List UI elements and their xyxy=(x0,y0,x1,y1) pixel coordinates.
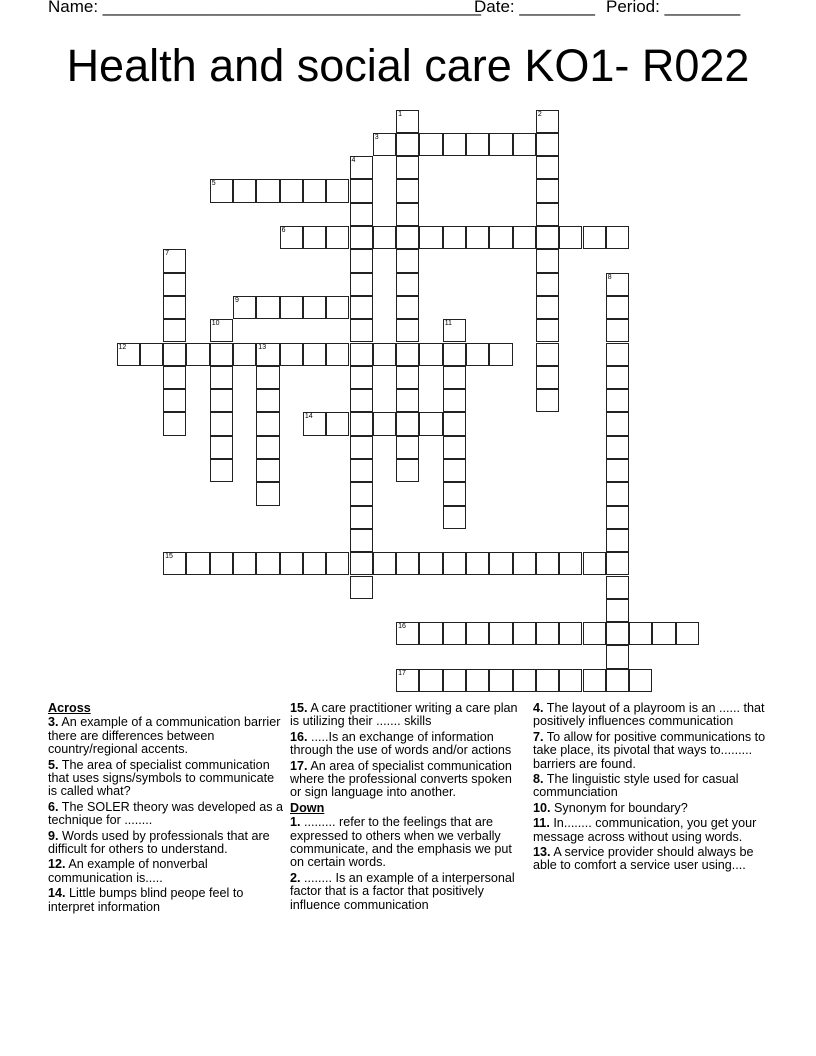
grid-cell[interactable] xyxy=(256,552,279,575)
grid-cell[interactable] xyxy=(443,366,466,389)
clue xyxy=(533,802,769,815)
grid-cell[interactable] xyxy=(350,203,373,226)
clue-number: 17. xyxy=(290,758,308,773)
grid-cell[interactable] xyxy=(396,133,419,156)
cell-number: 13 xyxy=(258,343,267,351)
grid-cell[interactable] xyxy=(606,412,629,435)
grid-cell[interactable] xyxy=(256,366,279,389)
grid-cell[interactable] xyxy=(489,133,512,156)
grid-cell[interactable] xyxy=(350,319,373,342)
grid-cell[interactable] xyxy=(466,226,489,249)
grid-cell[interactable] xyxy=(210,319,233,342)
clue xyxy=(533,846,769,873)
clue-text: The area of specialist communication that uses signs/symbols to communicate is called what? xyxy=(48,757,275,799)
grid-cell[interactable] xyxy=(233,179,256,202)
cell-number: 17 xyxy=(398,669,406,677)
grid-cell[interactable] xyxy=(210,412,233,435)
grid-cell[interactable] xyxy=(396,552,419,575)
grid-cell[interactable] xyxy=(536,226,559,249)
grid-cell[interactable] xyxy=(489,669,512,692)
grid-cell[interactable] xyxy=(606,645,629,668)
grid-cell[interactable] xyxy=(396,226,419,249)
grid-cell[interactable] xyxy=(559,552,582,575)
grid-cell[interactable] xyxy=(350,249,373,272)
clue-text: .....Is an exchange of information through the use of words and/or actions xyxy=(290,729,512,758)
grid-cell[interactable] xyxy=(373,412,396,435)
grid-cell[interactable] xyxy=(233,296,256,319)
cell-number: 12 xyxy=(118,343,127,351)
grid-cell[interactable] xyxy=(606,459,629,482)
grid-cell[interactable] xyxy=(606,482,629,505)
grid-cell[interactable] xyxy=(210,366,233,389)
cell-number: 14 xyxy=(304,413,313,421)
grid-cell[interactable] xyxy=(117,343,140,366)
grid-cell[interactable] xyxy=(513,669,536,692)
grid-cell[interactable] xyxy=(583,226,606,249)
grid-cell[interactable] xyxy=(350,389,373,412)
grid-cell[interactable] xyxy=(443,436,466,459)
grid-cell[interactable] xyxy=(466,669,489,692)
grid-cell[interactable] xyxy=(163,296,186,319)
grid-cell[interactable] xyxy=(256,389,279,412)
clue-text: A service provider should always be able to comfort a service user using.... xyxy=(533,845,754,873)
clue xyxy=(48,858,284,885)
grid-cell[interactable] xyxy=(210,179,233,202)
grid-cell[interactable] xyxy=(489,622,512,645)
grid-cell[interactable] xyxy=(233,343,256,366)
cell-number: 6 xyxy=(281,227,286,234)
grid-cell[interactable] xyxy=(396,622,419,645)
grid-cell[interactable] xyxy=(326,226,349,249)
grid-cell[interactable] xyxy=(419,669,442,692)
grid-cell[interactable] xyxy=(606,506,629,529)
clue xyxy=(290,872,526,912)
grid-cell[interactable] xyxy=(350,459,373,482)
grid-cell[interactable] xyxy=(350,412,373,435)
clue-text: An area of specialist communication where the professional converts spoken or sign language into another. xyxy=(290,758,512,800)
grid-cell[interactable] xyxy=(536,156,559,179)
grid-cell[interactable] xyxy=(350,179,373,202)
grid-cell[interactable] xyxy=(210,389,233,412)
clue-text: The linguistic style used for casual communciation xyxy=(533,772,739,800)
grid-cell[interactable] xyxy=(396,669,419,692)
clue-text: ......... refer to the feelings that are expressed to others when we verbally communicate, and the emphasis we put on certain words. xyxy=(290,815,512,870)
grid-cell[interactable] xyxy=(233,552,256,575)
grid-cell[interactable] xyxy=(443,482,466,505)
grid-cell[interactable] xyxy=(443,133,466,156)
grid-cell[interactable] xyxy=(396,249,419,272)
grid-cell[interactable] xyxy=(559,622,582,645)
grid-cell[interactable] xyxy=(350,273,373,296)
cell-number: 11 xyxy=(444,320,452,328)
grid-cell[interactable] xyxy=(559,226,582,249)
grid-cell[interactable] xyxy=(443,669,466,692)
grid-cell[interactable] xyxy=(373,133,396,156)
grid-cell[interactable] xyxy=(583,552,606,575)
grid-cell[interactable] xyxy=(443,459,466,482)
grid-cell[interactable] xyxy=(373,552,396,575)
clue-number: 4. xyxy=(533,701,544,715)
grid-cell[interactable] xyxy=(303,412,326,435)
grid-cell[interactable] xyxy=(256,296,279,319)
clue-text: The layout of a playroom is an ...... that positively influences communication xyxy=(533,701,765,729)
grid-cell[interactable] xyxy=(629,622,652,645)
grid-cell[interactable] xyxy=(559,669,582,692)
grid-cell[interactable] xyxy=(396,319,419,342)
across-heading: Across xyxy=(48,701,91,715)
clue-number: 1. xyxy=(290,815,301,830)
grid-cell[interactable] xyxy=(163,412,186,435)
clue-text: In........ communication, you get your message across without using words. xyxy=(533,816,757,844)
clue-number: 11. xyxy=(533,816,550,831)
cell-number: 8 xyxy=(607,273,612,281)
cell-number: 15 xyxy=(165,553,173,561)
grid-cell[interactable] xyxy=(443,319,466,342)
grid-cell[interactable] xyxy=(606,226,629,249)
grid-cell[interactable] xyxy=(536,669,559,692)
grid-cell[interactable] xyxy=(396,436,419,459)
grid-cell[interactable] xyxy=(186,343,209,366)
grid-cell[interactable] xyxy=(350,296,373,319)
grid-cell[interactable] xyxy=(163,319,186,342)
clue xyxy=(48,759,284,799)
grid-cell[interactable] xyxy=(443,552,466,575)
grid-cell[interactable] xyxy=(210,552,233,575)
cell-number: 16 xyxy=(398,623,406,631)
clue xyxy=(533,702,769,729)
grid-cell[interactable] xyxy=(396,366,419,389)
cell-number: 5 xyxy=(211,180,216,188)
grid-cell[interactable] xyxy=(350,436,373,459)
clue-number: 7. xyxy=(533,729,544,744)
grid-cell[interactable] xyxy=(606,622,629,645)
grid-cell[interactable] xyxy=(536,273,559,296)
grid-cell[interactable] xyxy=(256,459,279,482)
grid-cell[interactable] xyxy=(280,296,303,319)
date-field[interactable]: Date: ________ xyxy=(474,0,595,16)
grid-cell[interactable] xyxy=(350,576,373,599)
grid-cell[interactable] xyxy=(280,343,303,366)
clues-column-2 xyxy=(290,702,526,914)
clue-number: 2. xyxy=(290,870,301,885)
grid-cell[interactable] xyxy=(396,273,419,296)
grid-cell[interactable] xyxy=(350,482,373,505)
grid-cell[interactable] xyxy=(583,669,606,692)
clue xyxy=(48,830,284,857)
grid-cell[interactable] xyxy=(443,622,466,645)
grid-cell[interactable] xyxy=(489,343,512,366)
clue-number: 16. xyxy=(290,729,308,744)
grid-cell[interactable] xyxy=(536,249,559,272)
clue-number: 5. xyxy=(48,757,59,772)
clue xyxy=(290,702,526,729)
grid-cell[interactable] xyxy=(350,552,373,575)
grid-cell[interactable] xyxy=(536,389,559,412)
grid-cell[interactable] xyxy=(536,366,559,389)
cell-number: 2 xyxy=(537,110,542,118)
grid-cell[interactable] xyxy=(350,506,373,529)
grid-cell[interactable] xyxy=(443,343,466,366)
clue xyxy=(533,731,769,771)
grid-cell[interactable] xyxy=(326,343,349,366)
clue-number: 13. xyxy=(533,845,551,860)
grid-cell[interactable] xyxy=(350,156,373,179)
grid-cell[interactable] xyxy=(303,226,326,249)
clue-text: A care practitioner writing a care plan is utilizing their ....... skills xyxy=(290,701,518,729)
grid-cell[interactable] xyxy=(280,226,303,249)
grid-cell[interactable] xyxy=(396,412,419,435)
grid-cell[interactable] xyxy=(396,203,419,226)
clue-text: An example of nonverbal communication is..... xyxy=(48,857,208,885)
grid-cell[interactable] xyxy=(676,622,699,645)
clue-text: The SOLER theory was developed as a technique for ........ xyxy=(48,799,284,828)
grid-cell[interactable] xyxy=(256,412,279,435)
grid-cell[interactable] xyxy=(443,389,466,412)
grid-cell[interactable] xyxy=(326,296,349,319)
grid-cell[interactable] xyxy=(396,296,419,319)
grid-cell[interactable] xyxy=(163,343,186,366)
clue xyxy=(48,716,284,756)
clue-number: 10. xyxy=(533,800,551,815)
grid-cell[interactable] xyxy=(606,296,629,319)
grid-cell[interactable] xyxy=(443,506,466,529)
grid-cell[interactable] xyxy=(443,412,466,435)
cell-number: 4 xyxy=(351,157,356,165)
grid-cell[interactable] xyxy=(256,482,279,505)
clue xyxy=(290,816,526,870)
grid-cell[interactable] xyxy=(303,296,326,319)
clue-text: Synonym for boundary? xyxy=(554,800,688,815)
cell-number: 3 xyxy=(374,133,379,141)
clue-text: An example of a communication barrier there are differences between country/regional accents. xyxy=(48,715,281,757)
grid-cell[interactable] xyxy=(280,552,303,575)
grid-cell[interactable] xyxy=(326,179,349,202)
clue xyxy=(533,817,769,844)
grid-cell[interactable] xyxy=(419,226,442,249)
grid-cell[interactable] xyxy=(373,343,396,366)
grid-cell[interactable] xyxy=(303,179,326,202)
clue xyxy=(48,887,284,914)
grid-cell[interactable] xyxy=(303,343,326,366)
clue-number: 14. xyxy=(48,886,66,901)
clues-column-1 xyxy=(48,702,284,916)
grid-cell[interactable] xyxy=(163,389,186,412)
down-heading: Down xyxy=(290,800,325,815)
clue-number: 3. xyxy=(48,715,59,730)
grid-cell[interactable] xyxy=(606,552,629,575)
grid-cell[interactable] xyxy=(513,552,536,575)
grid-cell[interactable] xyxy=(419,552,442,575)
page-title: Health and social care KO1- R022 xyxy=(66,40,750,91)
grid-cell[interactable] xyxy=(163,552,186,575)
grid-cell[interactable] xyxy=(466,343,489,366)
grid-cell[interactable] xyxy=(256,343,279,366)
grid-cell[interactable] xyxy=(583,622,606,645)
grid-cell[interactable] xyxy=(419,622,442,645)
grid-cell[interactable] xyxy=(606,436,629,459)
grid-cell[interactable] xyxy=(536,296,559,319)
grid-cell[interactable] xyxy=(443,226,466,249)
clue xyxy=(290,731,526,758)
grid-cell[interactable] xyxy=(606,529,629,552)
grid-cell[interactable] xyxy=(210,436,233,459)
grid-cell[interactable] xyxy=(606,669,629,692)
grid-cell[interactable] xyxy=(489,552,512,575)
grid-cell[interactable] xyxy=(466,552,489,575)
grid-cell[interactable] xyxy=(466,622,489,645)
clue-number: 15. xyxy=(290,701,308,715)
grid-cell[interactable] xyxy=(373,226,396,249)
grid-cell[interactable] xyxy=(140,343,163,366)
grid-cell[interactable] xyxy=(536,343,559,366)
grid-cell[interactable] xyxy=(256,179,279,202)
grid-cell[interactable] xyxy=(163,249,186,272)
grid-cell[interactable] xyxy=(350,343,373,366)
grid-cell[interactable] xyxy=(396,179,419,202)
clue-number: 9. xyxy=(48,828,59,843)
cell-number: 7 xyxy=(165,250,169,258)
grid-cell[interactable] xyxy=(396,110,419,133)
grid-cell[interactable] xyxy=(606,599,629,622)
grid-cell[interactable] xyxy=(513,133,536,156)
name-field[interactable]: Name: ________________________________________ xyxy=(48,0,481,16)
clue xyxy=(48,801,284,828)
grid-cell[interactable] xyxy=(303,552,326,575)
grid-cell[interactable] xyxy=(326,412,349,435)
grid-cell[interactable] xyxy=(256,436,279,459)
grid-cell[interactable] xyxy=(350,226,373,249)
clue xyxy=(533,773,769,800)
grid-cell[interactable] xyxy=(466,133,489,156)
grid-cell[interactable] xyxy=(652,622,675,645)
grid-cell[interactable] xyxy=(210,459,233,482)
grid-cell[interactable] xyxy=(350,529,373,552)
grid-cell[interactable] xyxy=(396,459,419,482)
grid-cell[interactable] xyxy=(536,110,559,133)
grid-cell[interactable] xyxy=(280,179,303,202)
grid-cell[interactable] xyxy=(606,366,629,389)
clue-number: 6. xyxy=(48,799,59,814)
grid-cell[interactable] xyxy=(606,389,629,412)
grid-cell[interactable] xyxy=(536,203,559,226)
grid-cell[interactable] xyxy=(350,366,373,389)
grid-cell[interactable] xyxy=(513,226,536,249)
grid-cell[interactable] xyxy=(606,576,629,599)
cell-number: 10 xyxy=(211,320,220,328)
grid-cell[interactable] xyxy=(536,319,559,342)
grid-cell[interactable] xyxy=(210,343,233,366)
grid-cell[interactable] xyxy=(536,133,559,156)
grid-cell[interactable] xyxy=(513,622,536,645)
grid-cell[interactable] xyxy=(419,412,442,435)
clue-text: ........ Is an example of a interpersonal factor that is a factor that positively influence communication xyxy=(290,870,515,912)
grid-cell[interactable] xyxy=(536,622,559,645)
grid-cell[interactable] xyxy=(163,366,186,389)
clue-text: Little bumps blind peope feel to interpret information xyxy=(48,886,244,914)
grid-cell[interactable] xyxy=(606,319,629,342)
clue-text: To allow for positive communications to take place, its pivotal that ways to......... barriers are found. xyxy=(533,729,766,771)
grid-cell[interactable] xyxy=(629,669,652,692)
grid-cell[interactable] xyxy=(396,156,419,179)
grid-cell[interactable] xyxy=(419,133,442,156)
grid-cell[interactable] xyxy=(489,226,512,249)
grid-cell[interactable] xyxy=(396,343,419,366)
clue-number: 8. xyxy=(533,772,544,787)
grid-cell[interactable] xyxy=(536,179,559,202)
period-field[interactable]: Period: ________ xyxy=(606,0,741,16)
grid-cell[interactable] xyxy=(606,343,629,366)
grid-cell[interactable] xyxy=(163,273,186,296)
grid-cell[interactable] xyxy=(606,273,629,296)
grid-cell[interactable] xyxy=(326,552,349,575)
grid-cell[interactable] xyxy=(396,389,419,412)
clues-column-3 xyxy=(533,702,769,875)
grid-cell[interactable] xyxy=(186,552,209,575)
grid-cell[interactable] xyxy=(419,343,442,366)
cell-number: 9 xyxy=(235,296,239,304)
clue-text: Words used by professionals that are difficult for others to understand. xyxy=(48,828,270,857)
clue-number: 12. xyxy=(48,857,66,872)
grid-cell[interactable] xyxy=(536,552,559,575)
cell-number: 1 xyxy=(398,110,402,118)
clue xyxy=(290,760,526,800)
